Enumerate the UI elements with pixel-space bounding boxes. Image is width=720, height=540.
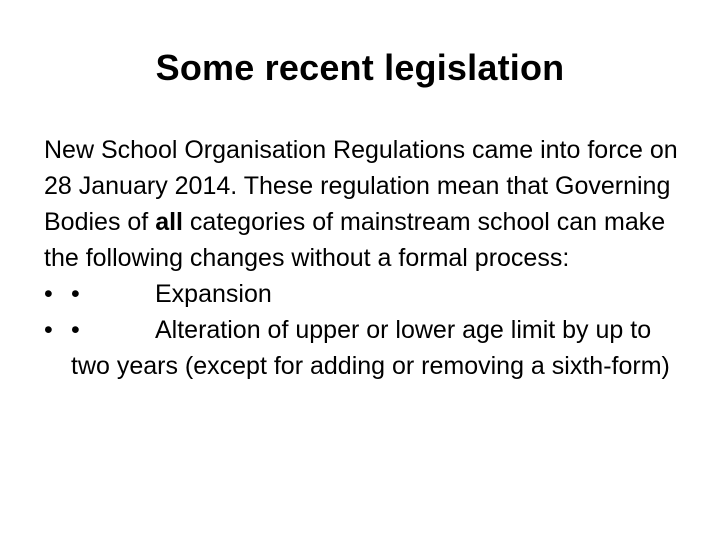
bullet-item-age-limit bbox=[44, 312, 684, 384]
intro-emphasis: all bbox=[155, 208, 183, 236]
intro-text-part2: categories of mainstream school can make the following changes without a formal process: bbox=[44, 208, 666, 272]
bullet-inner-marker: • bbox=[71, 280, 80, 308]
slide-title: Some recent legislation bbox=[155, 47, 565, 88]
bullet-outer-marker: • bbox=[44, 316, 53, 344]
intro-text-part1: New School Organisation Regulations came into force on 28 January 2014. These regulation mean that Governing Bodies of bbox=[44, 136, 678, 236]
intro-paragraph bbox=[44, 132, 684, 276]
bullet-text: Alteration of upper or lower age limit by up to two years (except for adding or removing a sixth-form) bbox=[71, 316, 670, 380]
bullet-inner-marker: • bbox=[71, 316, 80, 344]
slide-body bbox=[44, 132, 684, 384]
bullet-outer-marker: • bbox=[44, 280, 53, 308]
bullet-text: Expansion bbox=[155, 280, 272, 308]
bullet-item-expansion bbox=[44, 276, 684, 312]
